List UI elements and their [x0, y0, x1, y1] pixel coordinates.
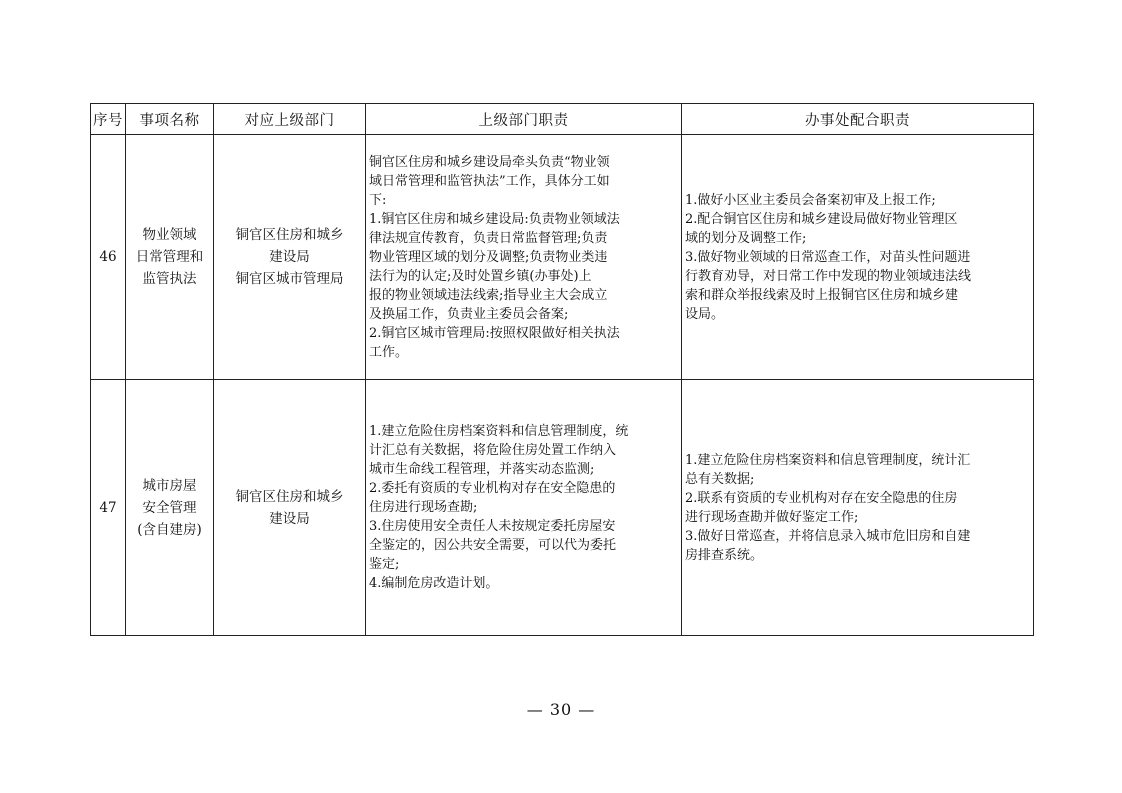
item-name-cell: [126, 380, 214, 636]
text-line: 3.做好日常巡查，并将信息录入城市危旧房和自建: [685, 528, 971, 544]
text-line: 城市房屋: [142, 477, 197, 494]
text-line: 下:: [369, 192, 387, 208]
text-line: 报的物业领域违法线索;指导业主大会成立: [369, 287, 608, 303]
text-line: 住房进行现场查勘;: [369, 500, 478, 515]
header-upper-duties: 上级部门职责: [366, 104, 682, 135]
page-number: — 30 —: [526, 700, 596, 719]
text-line: 工作。: [369, 344, 409, 360]
text-line: 全鉴定的，因公共安全需要，可以代为委托: [369, 538, 617, 553]
text-line: 进行现场查勘并做好鉴定工作;: [685, 509, 859, 525]
text-line: 索和群众举报线索及时上报铜官区住房和城乡建: [685, 287, 959, 303]
duty-table: [90, 103, 1034, 636]
text-line: 物业管理区域的划分及调整;负责物业类违: [369, 249, 608, 265]
text-line: 2.配合铜官区住房和城乡建设局做好物业管理区: [685, 211, 958, 227]
text-line: 域的划分及调整工作;: [685, 230, 807, 246]
office-duties-cell: [682, 380, 1034, 636]
text-line: 1.建立危险住房档案资料和信息管理制度，统: [369, 424, 629, 439]
serial-number-cell: 47: [91, 380, 126, 636]
text-line: 律法规宣传教育，负责日常监督管理;负责: [369, 230, 608, 246]
text-line: 建设局: [269, 510, 310, 527]
upper-duties-cell: [366, 135, 682, 380]
text-line: 法行为的认定;及时处置乡镇(办事处)上: [369, 268, 592, 284]
header-upper-department: 对应上级部门: [214, 104, 366, 135]
header-office-duties: 办事处配合职责: [682, 104, 1034, 135]
item-name-cell: [126, 135, 214, 380]
text-line: 铜官区城市管理局: [235, 271, 344, 287]
text-line: 房排查系统。: [685, 547, 764, 563]
text-line: 城市生命线工程管理，并落实动态监测;: [369, 462, 595, 477]
office-duties-cell: [682, 135, 1034, 380]
text-line: 2.联系有资质的专业机构对存在安全隐患的住房: [685, 490, 958, 506]
text-line: 设局。: [685, 306, 725, 322]
text-line: 日常管理和: [135, 249, 204, 265]
text-line: 及换届工作，负责业主委员会备案;: [369, 306, 569, 322]
header-serial-no: 序号: [91, 104, 126, 135]
header-item-name: 事项名称: [126, 104, 214, 135]
upper-duties-cell: [366, 380, 682, 636]
serial-number-cell: 46: [91, 135, 126, 380]
text-line: 1.铜官区住房和城乡建设局:负责物业领域法: [369, 211, 620, 227]
text-line: 3.住房使用安全责任人未按规定委托房屋安: [369, 519, 616, 534]
text-line: 行教育劝导，对日常工作中发现的物业领域违法线: [685, 268, 972, 284]
table-row: [91, 380, 1034, 636]
department-cell: [214, 135, 366, 380]
text-line: 2.委托有资质的专业机构对存在安全隐患的: [369, 481, 616, 496]
text-line: 1.做好小区业主委员会备案初审及上报工作;: [685, 192, 936, 208]
text-line: 4.编制危房改造计划。: [369, 576, 499, 591]
table-row: [91, 135, 1034, 380]
text-line: 总有关数据;: [685, 471, 755, 487]
text-line: 1.建立危险住房档案资料和信息管理制度，统计汇: [685, 452, 971, 468]
department-cell: [214, 380, 366, 636]
text-line: 域日常管理和监管执法”工作，具体分工如: [369, 173, 610, 189]
text-line: 铜官区住房和城乡: [235, 227, 344, 243]
text-line: 建设局: [269, 249, 310, 265]
text-line: 铜官区住房和城乡建设局牵头负责“物业领: [369, 154, 610, 170]
header-row: [91, 104, 1034, 135]
text-line: 3.做好物业领域的日常巡查工作，对苗头性问题进: [685, 249, 971, 265]
text-line: 2.铜官区城市管理局:按照权限做好相关执法: [369, 325, 620, 341]
text-line: 铜官区住房和城乡: [235, 488, 344, 505]
text-line: (含自建房): [137, 521, 202, 538]
text-line: 监管执法: [142, 271, 197, 287]
text-line: 计汇总有关数据，将危险住房处置工作纳入: [369, 443, 617, 458]
text-line: 安全管理: [142, 499, 197, 516]
text-line: 鉴定;: [369, 557, 400, 572]
text-line: 物业领域: [142, 227, 197, 243]
table-body: [91, 135, 1034, 636]
